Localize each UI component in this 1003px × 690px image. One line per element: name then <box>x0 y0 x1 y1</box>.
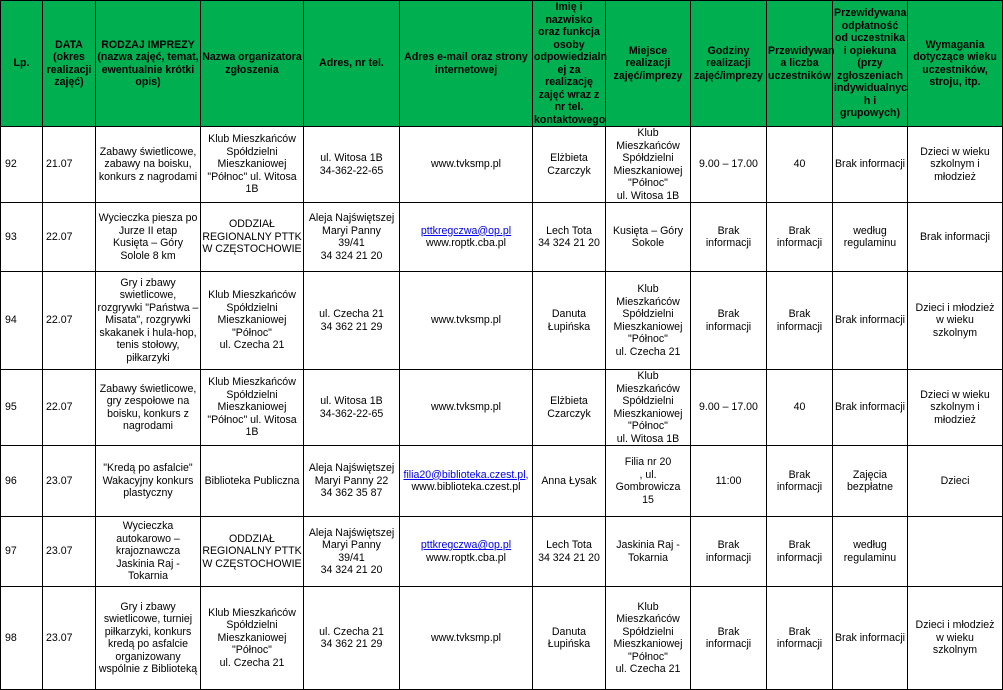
cell-email-web <box>400 517 533 587</box>
cell-participants: Brak informacji <box>767 203 833 272</box>
cell-age: Dzieci i młodzież w wieku szkolnym <box>908 272 1003 370</box>
table-row <box>1 203 1003 272</box>
website-text: www.roptk.cba.pl <box>425 237 507 249</box>
cell-email-web <box>400 272 533 370</box>
table-header-row <box>1 1 1003 127</box>
cell-date: 22.07 <box>43 272 96 370</box>
cell-participants: Brak informacji <box>767 517 833 587</box>
cell-organizer: ODDZIAŁ REGIONALNY PTTK W CZĘSTOCHOWIE <box>201 517 304 587</box>
cell-event: "Kredą po asfalcie" Wakacyjny konkurs plastyczny <box>96 446 201 517</box>
cell-organizer: ODDZIAŁ REGIONALNY PTTK W CZĘSTOCHOWIE <box>201 203 304 272</box>
cell-lp: 96 <box>1 446 43 517</box>
col-header-place: Miejsce realizacji zajęć/imprezy <box>606 1 691 127</box>
website-text: www.tvksmp.pl <box>430 401 502 414</box>
cell-email-web <box>400 370 533 446</box>
cell-hours: Brak informacji <box>691 203 767 272</box>
table-row <box>1 127 1003 203</box>
cell-organizer: Biblioteka Publiczna <box>201 446 304 517</box>
cell-contact-person: Elżbieta Czarczyk <box>533 370 606 446</box>
cell-age: Dzieci <box>908 446 1003 517</box>
email-link[interactable]: pttkregczwa@op.pl <box>420 539 512 551</box>
col-header-age-requirements: Wymagania dotyczące wieku uczestników, stroju, itp. <box>908 1 1003 127</box>
col-header-event-type: RODZAJ IMPREZY (nazwa zajęć, temat, ewentualnie krótki opis) <box>96 1 201 127</box>
cell-organizer: Klub Mieszkańców Spółdzielni Mieszkaniowej "Północ" ul. Czecha 21 <box>201 272 304 370</box>
website-text: www.tvksmp.pl <box>430 314 502 327</box>
col-header-address: Adres, nr tel. <box>304 1 400 127</box>
cell-age: Dzieci i młodzież w wieku szkolnym <box>908 587 1003 690</box>
cell-email-web <box>400 587 533 690</box>
col-header-organizer: Nazwa organizatora zgłoszenia <box>201 1 304 127</box>
cell-participants: Brak informacji <box>767 446 833 517</box>
cell-participants: 40 <box>767 370 833 446</box>
cell-place: Klub Mieszkańców Spółdzielni Mieszkaniowej "Północ" ul. Czecha 21 <box>606 272 691 370</box>
cell-event: Gry i zbawy swietlicowe, turniej piłkarzyki, konkurs kredą po asfalcie organizowany wspólnie z Biblioteką <box>96 587 201 690</box>
cell-place: Jaskinia Raj - Tokarnia <box>606 517 691 587</box>
cell-email-web <box>400 446 533 517</box>
cell-event: Wycieczka autokarowo – krajoznawcza Jaskinia Raj - Tokarnia <box>96 517 201 587</box>
col-header-fee: Przewidywana odpłatność od uczestnika i opiekuna (przy zgłoszeniach indywidualnyc h i grupowych) <box>833 1 908 127</box>
cell-hours: 11:00 <box>691 446 767 517</box>
cell-event: Zabawy świetlicowe, gry zespołowe na boisku, konkurs z nagrodami <box>96 370 201 446</box>
cell-contact-person: Lech Tota 34 324 21 20 <box>533 203 606 272</box>
cell-fee: Brak informacji <box>833 127 908 203</box>
cell-address: Aleja Najświętszej Maryi Panny 22 34 362 35 87 <box>304 446 400 517</box>
cell-contact-person: Danuta Łupińska <box>533 587 606 690</box>
cell-address: ul. Czecha 21 34 362 21 29 <box>304 272 400 370</box>
cell-email-web <box>400 127 533 203</box>
cell-age: Brak informacji <box>908 203 1003 272</box>
cell-age <box>908 517 1003 587</box>
cell-fee: według regulaminu <box>833 203 908 272</box>
cell-hours: 9.00 – 17.00 <box>691 370 767 446</box>
cell-event: Wycieczka piesza po Jurze II etap Kusięta – Góry Solole 8 km <box>96 203 201 272</box>
table-row <box>1 370 1003 446</box>
cell-address: Aleja Najświętszej Maryi Panny 39/41 34 324 21 20 <box>304 203 400 272</box>
email-link[interactable]: pttkregczwa@op.pl <box>420 224 512 237</box>
cell-organizer: Klub Mieszkańców Spółdzielni Mieszkaniowej "Północ" ul. Witosa 1B <box>201 370 304 446</box>
table-row <box>1 517 1003 587</box>
cell-place: Klub Mieszkańców Spółdzielni Mieszkaniowej "Północ" ul. Witosa 1B <box>606 370 691 446</box>
website-text: www.roptk.cba.pl <box>425 551 507 564</box>
table-row <box>1 272 1003 370</box>
cell-email-web <box>400 203 533 272</box>
cell-organizer: Klub Mieszkańców Spółdzielni Mieszkaniowej "Północ" ul. Witosa 1B <box>201 127 304 203</box>
cell-fee: Brak informacji <box>833 370 908 446</box>
cell-address: Aleja Najświętszej Maryi Panny 39/41 34 324 21 20 <box>304 517 400 587</box>
cell-organizer: Klub Mieszkańców Spółdzielni Mieszkaniowej "Północ" ul. Czecha 21 <box>201 587 304 690</box>
cell-address: ul. Witosa 1B 34-362-22-65 <box>304 127 400 203</box>
cell-fee: według regulaminu <box>833 517 908 587</box>
cell-contact-person: Anna Łysak <box>533 446 606 517</box>
cell-lp: 98 <box>1 587 43 690</box>
cell-hours: Brak informacji <box>691 272 767 370</box>
cell-participants: Brak informacji <box>767 272 833 370</box>
col-header-participants: Przewidywan a liczba uczestników <box>767 1 833 127</box>
cell-hours: Brak informacji <box>691 517 767 587</box>
cell-lp: 94 <box>1 272 43 370</box>
cell-date: 22.07 <box>43 370 96 446</box>
cell-date: 23.07 <box>43 587 96 690</box>
table-row <box>1 446 1003 517</box>
cell-fee: Zajęcia bezpłatne <box>833 446 908 517</box>
col-header-hours: Godziny realizacji zajęć/imprezy <box>691 1 767 127</box>
cell-contact-person: Lech Tota 34 324 21 20 <box>533 517 606 587</box>
cell-date: 23.07 <box>43 446 96 517</box>
cell-contact-person: Elżbieta Czarczyk <box>533 127 606 203</box>
cell-address: ul. Witosa 1B 34-362-22-65 <box>304 370 400 446</box>
cell-participants: 40 <box>767 127 833 203</box>
table-row <box>1 587 1003 690</box>
website-text: www.tvksmp.pl <box>430 631 502 644</box>
cell-participants: Brak informacji <box>767 587 833 690</box>
cell-age: Dzieci w wieku szkolnym i młodzież <box>908 370 1003 446</box>
cell-date: 23.07 <box>43 517 96 587</box>
website-text: www.biblioteka.czest.pl <box>411 481 521 493</box>
cell-age: Dzieci w wieku szkolnym i młodzież <box>908 127 1003 203</box>
cell-lp: 92 <box>1 127 43 203</box>
cell-date: 22.07 <box>43 203 96 272</box>
col-header-email-web: Adres e-mail oraz strony internetowej <box>400 1 533 127</box>
cell-event: Zabawy świetlicowe, zabawy na boisku, konkurs z nagrodami <box>96 127 201 203</box>
email-link[interactable]: filia20@biblioteka.czest.pl, <box>403 468 529 481</box>
cell-fee: Brak informacji <box>833 272 908 370</box>
cell-address: ul. Czecha 21 34 362 21 29 <box>304 587 400 690</box>
cell-lp: 95 <box>1 370 43 446</box>
cell-date: 21.07 <box>43 127 96 203</box>
col-header-date: DATA (okres realizacji zajęć) <box>43 1 96 127</box>
cell-place: Klub Mieszkańców Spółdzielni Mieszkaniowej "Północ" ul. Czecha 21 <box>606 587 691 690</box>
col-header-lp: Lp. <box>1 1 43 127</box>
cell-place: Kusięta – Góry Sokole <box>606 203 691 272</box>
cell-contact-person: Danuta Łupińska <box>533 272 606 370</box>
cell-hours: 9.00 – 17.00 <box>691 127 767 203</box>
cell-place: Filia nr 20 , ul. Gombrowicza 15 <box>606 446 691 517</box>
cell-hours: Brak informacji <box>691 587 767 690</box>
cell-fee: Brak informacji <box>833 587 908 690</box>
cell-place: Klub Mieszkańców Spółdzielni Mieszkaniowej "Północ" ul. Witosa 1B <box>606 127 691 203</box>
website-text: www.tvksmp.pl <box>430 158 502 171</box>
cell-lp: 93 <box>1 203 43 272</box>
col-header-contact-person: Imię i nazwisko oraz funkcja osoby odpowiedzialn ej za realizację zajęć wraz z nr tel. kontaktowego <box>534 1 607 126</box>
cell-event: Gry i zbawy swietlicowe, rozgrywki "Państwa – Misata", rozgrywki skakanek i hula-hop, tenis stołowy, piłkarzyki <box>96 272 201 370</box>
cell-lp: 97 <box>1 517 43 587</box>
